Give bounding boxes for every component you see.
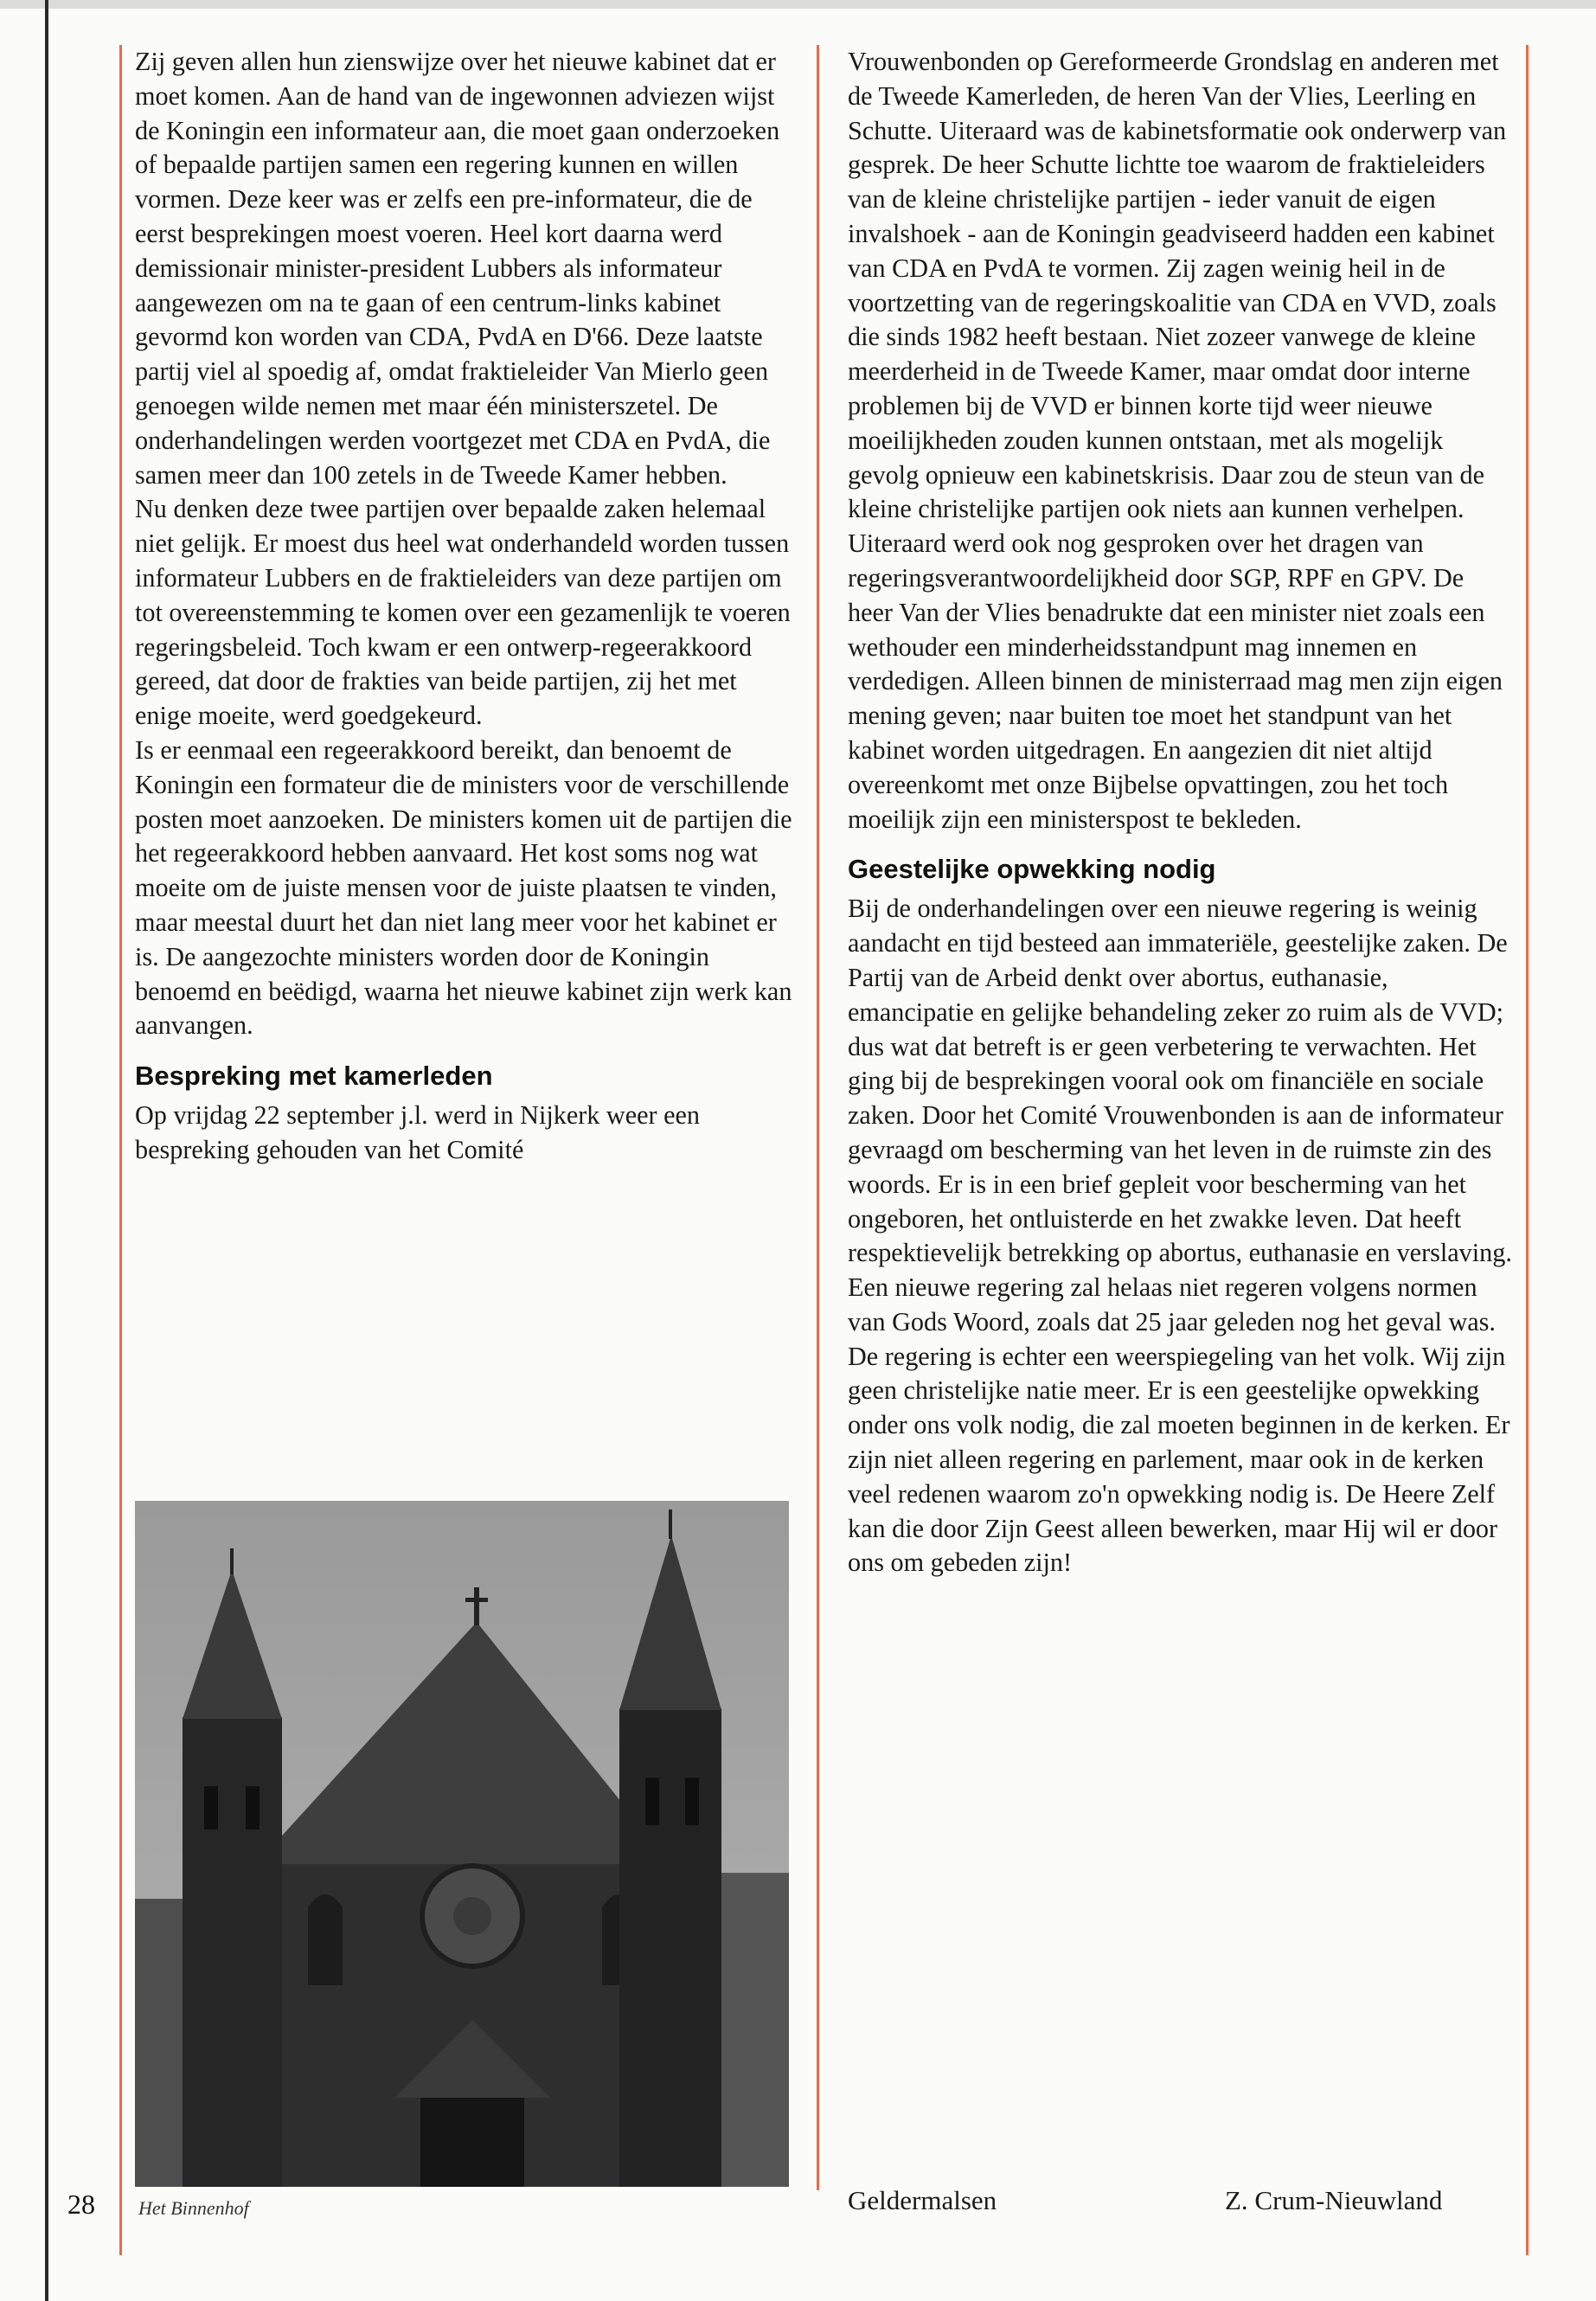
left-paragraph-3: Is er eenmaal een regeerakkoord bereikt, dan benoemt de Koningin een formateur die de ministers voor de verschillende posten moet aanzoeken. De ministers komen uit de partijen die het regeerakkoord hebben aanvaard. Het kost soms nog wat moeite om de juiste mensen voor de juiste plaatsen te vinden, maar meestal duurt het dan niet lang meer voor het kabinet er is. De aangezochte ministers worden door de Koningin benoemd en beëdigd, waarna het nieuwe kabinet zijn werk kan aanvangen. bbox=[135, 734, 792, 1041]
signature-author: Z. Crum-Nieuwland bbox=[1225, 2185, 1443, 2215]
left-paragraph-2: Nu denken deze twee partijen over bepaalde zaken helemaal niet gelijk. Er moest dus heel wat onderhandeld worden tussen informateur Lubbers en de fraktieleiders van deze partijen om tot overeenstemming te komen over een gezamenlijk te voeren regeringsbeleid. Toch kwam er een ontwerp-regeerakkoord gereed, dat door de frakties van beide partijen, zij het met enige moeite, werd goedgekeurd. bbox=[135, 494, 791, 731]
left-paragraph-1: Zij geven allen hun zienswijze over het nieuwe kabinet dat er moet komen. Aan de hand van de ingewonnen adviezen wijst de Koningin een informateur aan, die moet gaan onderzoeken of bepaalde partijen samen een regering kunnen en willen vormen. Deze keer was er zelfs een pre-informateur, die de eerst besprekingen moest voeren. Heel kort daarna werd demissionair minister-president Lubbers als informateur aangewezen om na te gaan of een centrum-links kabinet gevormd kon worden van CDA, PvdA en D'66. Deze laatste partij viel al spoedig af, omdat fraktieleider Van Mierlo geen genoegen wilde nemen met maar één ministerszetel. De onderhandelingen werden voortgezet met CDA en PvdA, die samen meer dan 100 zetels in de Tweede Kamer hebben. bbox=[135, 47, 780, 490]
left-column bbox=[135, 45, 792, 1168]
right-margin-rule bbox=[1526, 45, 1529, 2255]
page-number: 28 bbox=[67, 2189, 95, 2220]
photo-caption: Het Binnenhof bbox=[138, 2197, 249, 2219]
left-paragraph-4: Op vrijdag 22 september j.l. werd in Nijkerk weer een bespreking gehouden van het Comité bbox=[135, 1100, 701, 1164]
scan-edge-top bbox=[0, 0, 1596, 9]
signature-place: Geldermalsen bbox=[848, 2185, 997, 2215]
binnenhof-photo bbox=[135, 1501, 789, 2187]
column-divider-rule bbox=[817, 45, 819, 2190]
right-column bbox=[848, 45, 1514, 1580]
right-paragraph-2: Bij de onderhandelingen over een nieuwe regering is weinig aandacht en tijd besteed aan immateriële, geestelijke zaken. De Partij van de Arbeid denkt over abortus, euthanasie, emancipatie en gelijke behandeling zeker zo ruim als de VVD; dus wat dat betreft is er geen verbetering te verwachten. Het ging bij de besprekingen vooral ook om financiële en sociale zaken. Door het Comité Vrouwenbonden is aan de informateur gevraagd om bescherming van het leven in de ruimste zin des woords. Er is in een brief gepleit voor bescherming van het ongeboren, het ontluisterde en het zwakke leven. Dat heeft respektievelijk betrekking op abortus, euthanasie en verslaving. Een nieuwe regering zal helaas niet regeren volgens normen van Gods Woord, zoals dat 25 jaar geleden nog het geval was. De regering is echter een weerspiegeling van het volk. Wij zijn geen christelijke natie meer. Er is een geestelijke opwekking onder ons volk nodig, die zal moeten beginnen in de kerken. Er zijn niet alleen regering en parlement, maar ook in de kerken veel redenen waarom zo'n opwekking nodig is. De Heere Zelf kan die door Zijn Geest alleen bewerken, maar Hij wil er door ons om gebeden zijn! bbox=[848, 894, 1512, 1578]
right-paragraph-1: Vrouwenbonden op Gereformeerde Grondslag en anderen met de Tweede Kamerleden, de heren Van der Vlies, Leerling en Schutte. Uiteraard was de kabinetsformatie ook onderwerp van gesprek. De heer Schutte lichtte toe waarom de fraktieleiders van de kleine christelijke partijen - ieder vanuit de eigen invalshoek - aan de Koningin geadviseerd hadden een kabinet van CDA en PvdA te vormen. Zij zagen weinig heil in de voortzetting van de regeringskoalitie van CDA en VVD, zoals die sinds 1982 heeft bestaan. Niet zozeer vanwege de kleine meerderheid in de Tweede Kamer, maar omdat door interne problemen bij de VVD er binnen korte tijd weer nieuwe moeilijkheden zouden kunnen ontstaan, met als mogelijk gevolg opnieuw een kabinetskrisis. Daar zou de steun van de kleine christelijke partijen ook niets aan kunnen verhelpen. Uiteraard werd ook nog gesproken over het dragen van regeringsverantwoordelijkheid door SGP, RPF en GPV. De heer Van der Vlies benadrukte dat een minister niet zoals een wethouder een minderheidsstandpunt mag innemen en verdedigen. Alleen binnen de ministerraad mag men zijn eigen mening geven; naar buiten toe moet het standpunt van het kabinet worden uitgedragen. En aangezien dit niet altijd overeenkomt met onze Bijbelse opvattingen, zou het toch moeilijk zijn een ministerspost te bekleden. bbox=[848, 47, 1507, 834]
scan-edge-left bbox=[45, 0, 48, 2301]
binnenhof-illustration bbox=[135, 1501, 789, 2187]
heading-bespreking: Bespreking met kamerleden bbox=[135, 1061, 493, 1092]
heading-geestelijke-opwekking: Geestelijke opwekking nodig bbox=[848, 854, 1216, 885]
left-margin-rule bbox=[119, 45, 122, 2255]
